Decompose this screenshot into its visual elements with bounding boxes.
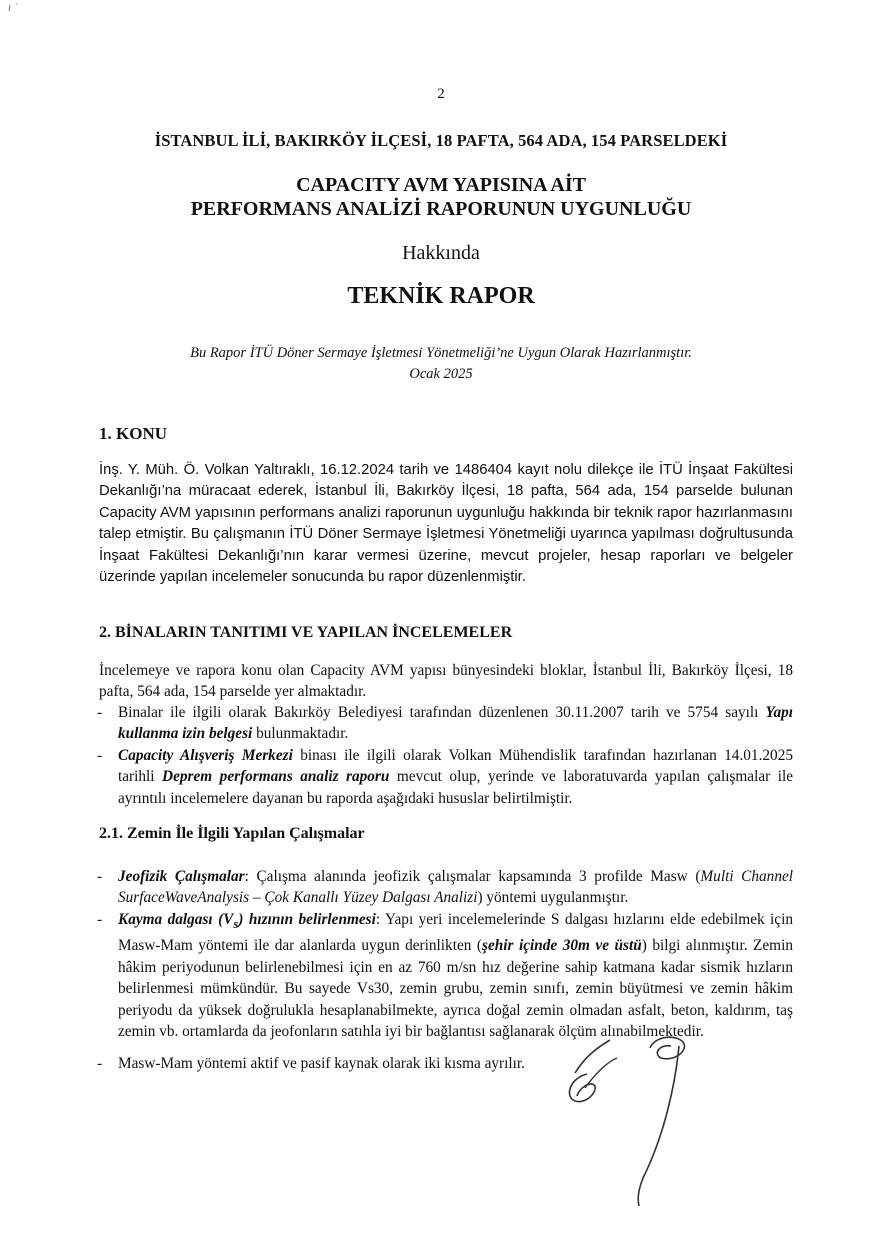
list-item: [97, 745, 793, 809]
list-item: [97, 909, 793, 1042]
permit-document-name: Yapı kullanma izin belgesi: [118, 704, 793, 743]
title-line-1: CAPACITY AVM YAPISINA AİT: [296, 174, 586, 196]
bullet-dash: -: [97, 747, 103, 764]
section-1-body: İnş. Y. Müh. Ö. Volkan Yaltıraklı, 16.12.2024 tarih ve 1486404 kayıt nolu dilekçe ile İTÜ İnşaat Fakültesi Dekanlığı’na müracaat ederek, İstanbul İli, Bakırköy İlçesi, 18 pafta, 564 ada, 154 parselde bulunan Capacity AVM yapısının performans analizi raporunun uygunluğu hakkında bir teknik rapor hazırlanmasını talep etmiştir. Bu çalışmanın İTÜ Döner Sermaye İşletmesi Yönetmeliği uyarınca yapılması doğrultusunda İnşaat Fakültesi Dekanlığı’nın karar vermesi üzerine, mevcut projeler, hesap raporları ve belgeler üzerinde yapılan incelemeler sonucunda bu rapor düzenlenmiştir.: [99, 462, 793, 586]
report-document-name: Deprem performans analiz raporu: [162, 768, 390, 786]
section-2-intro: İncelemeye ve rapora konu olan Capacity AVM yapısı bünyesindeki bloklar, İstanbul İli, Bakırköy İlçesi, 18 pafta, 564 ada, 154 parselde yer almaktadır.: [99, 662, 793, 701]
list-item-text: Masw-Mam yöntemi aktif ve pasif kaynak olarak iki kısma ayrılır.: [118, 1055, 525, 1072]
report-date: Ocak 2025: [409, 366, 473, 382]
page-number: 2: [437, 86, 445, 102]
location-heading: İSTANBUL İLİ, BAKIRKÖY İLÇESİ, 18 PAFTA, 564 ADA, 154 PARSELDEKİ: [154, 131, 728, 150]
list-item-text: Binalar ile ilgili olarak Bakırköy Belediyesi tarafından düzenlenen 30.11.2007 tarih ve 5754 sayılı: [118, 704, 766, 721]
bullet-dash: -: [97, 1055, 103, 1072]
handwritten-initials: [555, 1028, 705, 1218]
list-item-title: ) hızının belirlenmesi: [238, 911, 376, 928]
list-item-title: Kayma dalgası (V: [118, 911, 234, 928]
method-name: Multi Channel SurfaceWaveAnalysis – Çok Kanallı Yüzey Dalgası Analizi: [118, 868, 794, 907]
section-2-1-heading: 2.1. Zemin İle İlgili Yapılan Çalışmalar: [99, 825, 365, 842]
list-item: [97, 866, 793, 909]
subscript: s: [233, 917, 239, 932]
section-1-heading: 1. KONU: [99, 424, 167, 443]
list-item-text: : Yapı yeri incelemelerinde S dalgası hızlarını elde edebilmek için Masw-Mam yöntemi ile dar alanlarda uygun derinlikten (: [118, 911, 793, 955]
list-item-text: binası ile ilgili olarak Volkan Mühendislik tarafından hazırlanan 14.01.2025 tarihli: [118, 747, 793, 786]
list-item-text: mevcut olup, yerinde ve laboratuvarda yapılan çalışmalar ile ayrıntılı incelemelere dayanan bu raporda aşağıdaki hususlar belirtilmiştir.: [118, 768, 794, 807]
bullet-dash: -: [97, 868, 103, 885]
section-2-heading: 2. BİNALARIN TANITIMI VE YAPILAN İNCELEMELER: [99, 624, 513, 641]
list-item-text: ) yöntemi uygulanmıştır.: [477, 889, 629, 907]
report-type-title: TEKNİK RAPOR: [347, 283, 535, 309]
list-item: [97, 702, 793, 745]
depth-note: şehir içinde 30m ve üstü: [482, 937, 642, 955]
list-item-title: Jeofizik Çalışmalar: [118, 868, 245, 885]
building-name: Capacity Alışveriş Merkezi: [118, 747, 293, 764]
list-item-text: ) bilgi alınmıştır. Zemin hâkim periyodunun belirlenebilmesi için en az 760 m/sn hız değerine sahip katmana kadar sismik hızların belirlenmesi mümkündür. Bu sayede Vs30, zemin grubu, zemin sınıfı, zemin büyütmesi ve zemin hâkim periyodu da yüksek doğrulukla hesaplanabilmekte, ayrıca doğal zemin olmadan asfalt, beton, kaldırım, taş zemin vb. ortamlarda da jeofonların satıhla iyi bir bağlantısı sağlanarak ölçüm alınabilmektedir.: [118, 937, 793, 1041]
list-item-text: : Çalışma alanında jeofizik çalışmalar kapsamında 3 profilde Masw (: [244, 868, 701, 885]
bullet-dash: -: [97, 704, 103, 721]
about-line: Hakkında: [402, 242, 480, 264]
regulation-note: Bu Rapor İTÜ Döner Sermaye İşletmesi Yönetmeliği’ne Uygun Olarak Hazırlanmıştır.: [190, 345, 692, 361]
list-item-text: bulunmaktadır.: [252, 725, 349, 743]
scan-mark: [6, 2, 20, 16]
title-line-2: PERFORMANS ANALİZİ RAPORUNUN UYGUNLUĞU: [190, 198, 692, 220]
bullet-dash: -: [97, 911, 103, 928]
